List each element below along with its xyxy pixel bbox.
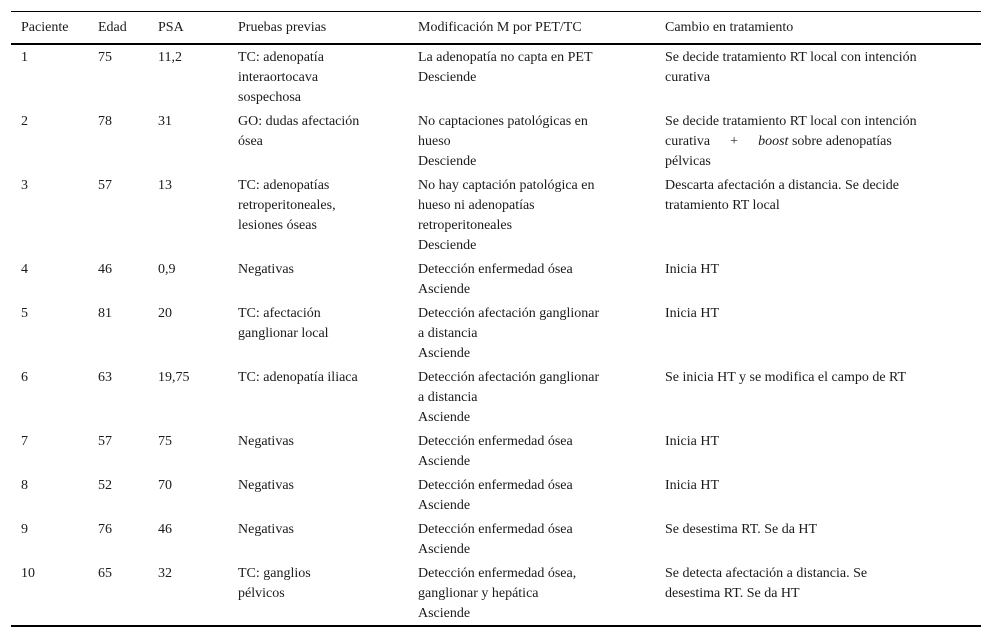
- cell-pruebas: [228, 365, 408, 429]
- cell-line: desestima RT. Se da HT: [665, 586, 800, 601]
- cell-modificacion: [408, 517, 655, 561]
- cell-pruebas: [228, 301, 408, 365]
- cell-modificacion: [408, 44, 655, 109]
- cell-cambio: [655, 257, 981, 301]
- cell-line: TC: ganglios: [238, 566, 311, 581]
- cell-pruebas: [228, 44, 408, 109]
- cell-line: tratamiento RT local: [665, 198, 780, 213]
- cell-edad: 57: [98, 434, 112, 449]
- cell-cambio: [655, 109, 981, 173]
- header-edad: Edad: [88, 12, 148, 45]
- cell-paciente: 1: [21, 50, 28, 65]
- cell-edad: 76: [98, 522, 112, 537]
- cell-modificacion: [408, 365, 655, 429]
- cell-cambio: [655, 429, 981, 473]
- cell-pruebas: [228, 109, 408, 173]
- cell-edad: 65: [88, 561, 148, 626]
- cell-cambio: [655, 44, 981, 109]
- cell-psa: 32: [148, 561, 228, 626]
- plus-sign: +: [730, 134, 738, 149]
- cell-line: Desciende: [418, 154, 477, 169]
- cell-line: sospechosa: [238, 90, 301, 105]
- cell-psa: 20: [158, 306, 172, 321]
- cell-psa: 19,75: [158, 370, 190, 385]
- cell-psa: 75: [158, 434, 172, 449]
- cell-line: Detección enfermedad ósea: [418, 478, 573, 493]
- table-row: [11, 173, 981, 257]
- cell-line: Se desestima RT. Se da HT: [665, 522, 818, 537]
- cell-modificacion: [408, 173, 655, 257]
- cell-line: Asciende: [418, 542, 471, 557]
- cell-cambio: [655, 173, 981, 257]
- cell-modificacion: [408, 301, 655, 365]
- cell-edad: 78: [98, 114, 112, 129]
- cell-paciente: 2: [21, 114, 28, 129]
- cell-line: La adenopatía no capta en PET: [418, 50, 593, 65]
- cell-pruebas: [228, 173, 408, 257]
- header-paciente: Paciente: [11, 12, 88, 45]
- table-body: [11, 44, 981, 626]
- cell-paciente: 3: [21, 178, 28, 193]
- cell-paciente: 9: [21, 522, 28, 537]
- cell-line: ganglionar local: [238, 326, 329, 341]
- cell-modificacion: [408, 473, 655, 517]
- table-row: [11, 365, 981, 429]
- cell-line: Se detecta afectación a distancia. Se: [665, 566, 868, 581]
- cell-line: Asciende: [418, 282, 471, 297]
- cell-line: Se inicia HT y se modifica el campo de RT: [665, 370, 907, 385]
- cell-modificacion: [408, 109, 655, 173]
- cell-pruebas: [228, 473, 408, 517]
- cell-pruebas: [228, 561, 408, 626]
- header-row: [11, 12, 981, 45]
- cell-edad: 57: [98, 178, 112, 193]
- cell-pruebas: [228, 257, 408, 301]
- cell-line: Negativas: [238, 522, 294, 537]
- cell-cambio: [655, 561, 981, 626]
- cell-pruebas: [228, 429, 408, 473]
- cell-edad: 63: [98, 370, 112, 385]
- cell-line: pélvicas: [665, 154, 711, 169]
- cell-cambio: [655, 473, 981, 517]
- cell-paciente: 6: [21, 370, 28, 385]
- cell-cambio: [655, 365, 981, 429]
- cell-line: a distancia: [418, 390, 478, 405]
- table-header: [11, 12, 981, 45]
- cell-line: Negativas: [238, 434, 294, 449]
- cell-line: Desciende: [418, 238, 477, 253]
- cell-paciente: 4: [21, 262, 28, 277]
- cell-line: hueso ni adenopatías: [418, 198, 535, 213]
- cell-psa: 46: [158, 522, 172, 537]
- cell-edad: 46: [98, 262, 112, 277]
- results-table-container: [11, 11, 981, 627]
- cell-line: Se decide tratamiento RT local con intención: [665, 50, 917, 65]
- cell-line: [665, 132, 981, 152]
- cell-line: GO: dudas afectación: [238, 114, 360, 129]
- cell-line: TC: adenopatías: [238, 178, 330, 193]
- cell-cambio: [655, 301, 981, 365]
- cell-line: Asciende: [418, 410, 471, 425]
- cell-line: interaortocava: [238, 70, 319, 85]
- results-table: [11, 11, 981, 627]
- cell-line: Detección afectación ganglionar: [418, 370, 600, 385]
- cell-edad: 52: [98, 478, 112, 493]
- cell-paciente: 5: [21, 306, 28, 321]
- cell-line: a distancia: [418, 326, 478, 341]
- cell-line: ósea: [238, 134, 263, 149]
- cell-psa: 70: [158, 478, 172, 493]
- cell-line: TC: afectación: [238, 306, 321, 321]
- table-row: [11, 109, 981, 173]
- table-row: [11, 301, 981, 365]
- cell-line: pélvicos: [238, 586, 285, 601]
- cell-line: TC: adenopatía: [238, 50, 324, 65]
- cell-line: Detección enfermedad ósea,: [418, 566, 577, 581]
- cell-pruebas: [228, 517, 408, 561]
- cell-line: curativa: [665, 70, 711, 85]
- cell-line: Desciende: [418, 70, 477, 85]
- cell-line: ganglionar y hepática: [418, 586, 539, 601]
- cell-line: Detección enfermedad ósea: [418, 262, 573, 277]
- cell-line: Asciende: [418, 454, 471, 469]
- cell-modificacion: [408, 257, 655, 301]
- cell-paciente: 8: [21, 478, 28, 493]
- cell-line: Asciende: [418, 498, 471, 513]
- table-row: [11, 429, 981, 473]
- cell-text: sobre adenopatías: [791, 134, 892, 149]
- cell-line: Detección afectación ganglionar: [418, 306, 600, 321]
- cell-line: Inicia HT: [665, 478, 720, 493]
- cell-cambio: [655, 517, 981, 561]
- cell-line: hueso: [418, 134, 451, 149]
- header-modificacion-m: Modificación M por PET/TC: [408, 12, 655, 45]
- boost-term: boost: [758, 134, 789, 149]
- cell-line: Asciende: [418, 606, 471, 621]
- header-pruebas-previas: Pruebas previas: [228, 12, 408, 45]
- cell-line: Inicia HT: [665, 306, 720, 321]
- cell-paciente: 7: [21, 434, 28, 449]
- cell-line: Detección enfermedad ósea: [418, 434, 573, 449]
- table-row: [11, 517, 981, 561]
- cell-line: Negativas: [238, 478, 294, 493]
- cell-line: Detección enfermedad ósea: [418, 522, 573, 537]
- cell-line: Inicia HT: [665, 262, 720, 277]
- header-cambio-tratamiento: Cambio en tratamiento: [655, 12, 981, 45]
- cell-line: No captaciones patológicas en: [418, 114, 588, 129]
- table-row: [11, 561, 981, 626]
- cell-line: Asciende: [418, 346, 471, 361]
- cell-line: No hay captación patológica en: [418, 178, 595, 193]
- cell-line: Negativas: [238, 262, 294, 277]
- cell-psa: 13: [158, 178, 172, 193]
- cell-modificacion: [408, 561, 655, 626]
- cell-psa: 0,9: [158, 262, 176, 277]
- cell-psa: 31: [158, 114, 172, 129]
- table-row: [11, 473, 981, 517]
- header-psa: PSA: [148, 12, 228, 45]
- cell-line: retroperitoneales: [418, 218, 513, 233]
- cell-line: lesiones óseas: [238, 218, 317, 233]
- cell-paciente: 10: [11, 561, 88, 626]
- cell-text: curativa: [665, 134, 711, 149]
- table-row: [11, 44, 981, 109]
- cell-edad: 75: [98, 50, 112, 65]
- cell-line: Descarta afectación a distancia. Se decide: [665, 178, 899, 193]
- cell-psa: 11,2: [158, 50, 182, 65]
- table-row: [11, 257, 981, 301]
- cell-modificacion: [408, 429, 655, 473]
- cell-line: TC: adenopatía iliaca: [238, 370, 358, 385]
- cell-line: retroperitoneales,: [238, 198, 336, 213]
- cell-line: Se decide tratamiento RT local con intención: [665, 114, 917, 129]
- cell-line: Inicia HT: [665, 434, 720, 449]
- cell-edad: 81: [98, 306, 112, 321]
